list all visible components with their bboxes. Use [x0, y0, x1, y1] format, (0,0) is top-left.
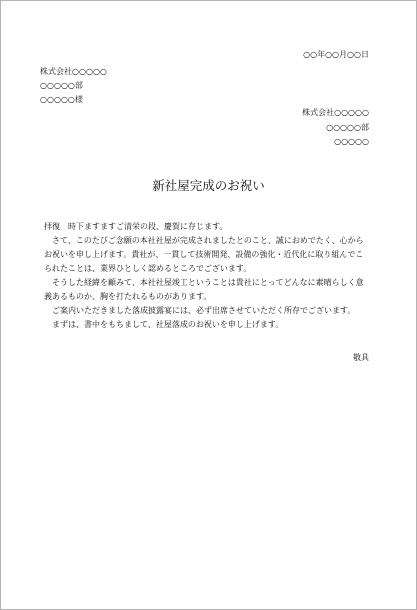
recipient-department: ○○○○○部 — [40, 81, 83, 90]
body-line: られたことは、業界ひとしく認めるところでございます。 — [44, 264, 252, 273]
body-line: 義あるものか、胸を打たれるものがあります。 — [44, 292, 212, 301]
sender-name: ○○○○○ — [334, 137, 369, 146]
body-line: まずは、書中をもちまして、社屋落成のお祝いを申し上げます。 — [52, 320, 284, 329]
body-line: ご案内いただきました落成披露宴には、必ず出席させていただく所存でございます。 — [52, 306, 356, 315]
body-line: お祝いを申し上げます。貴社が、一貫して技術開発、設備の強化・近代化に取り組んでこ — [44, 250, 364, 259]
letter-body — [44, 220, 374, 332]
recipient-company: 株式会社○○○○○ — [40, 67, 107, 76]
closing: 敬具 — [353, 353, 369, 362]
letter-title: 新社屋完成のお祝い — [152, 178, 265, 193]
recipient-name: ○○○○○様 — [40, 95, 83, 104]
sender-company: 株式会社○○○○○ — [302, 108, 369, 117]
body-line: 拝復 時下ますますご清栄の段、慶賀に存じます。 — [44, 222, 228, 231]
sender-department: ○○○○○部 — [326, 123, 369, 132]
body-line: さて、このたびご念願の本社社屋が完成されましたとのこと、誠におめでたく、心から — [52, 236, 364, 245]
body-line: そうした経緯を顧みて、本社社屋竣工ということは貴社にとってどんなに素晴らしく意 — [52, 278, 364, 287]
letter-date: ○○年○○月○○日 — [303, 50, 369, 59]
